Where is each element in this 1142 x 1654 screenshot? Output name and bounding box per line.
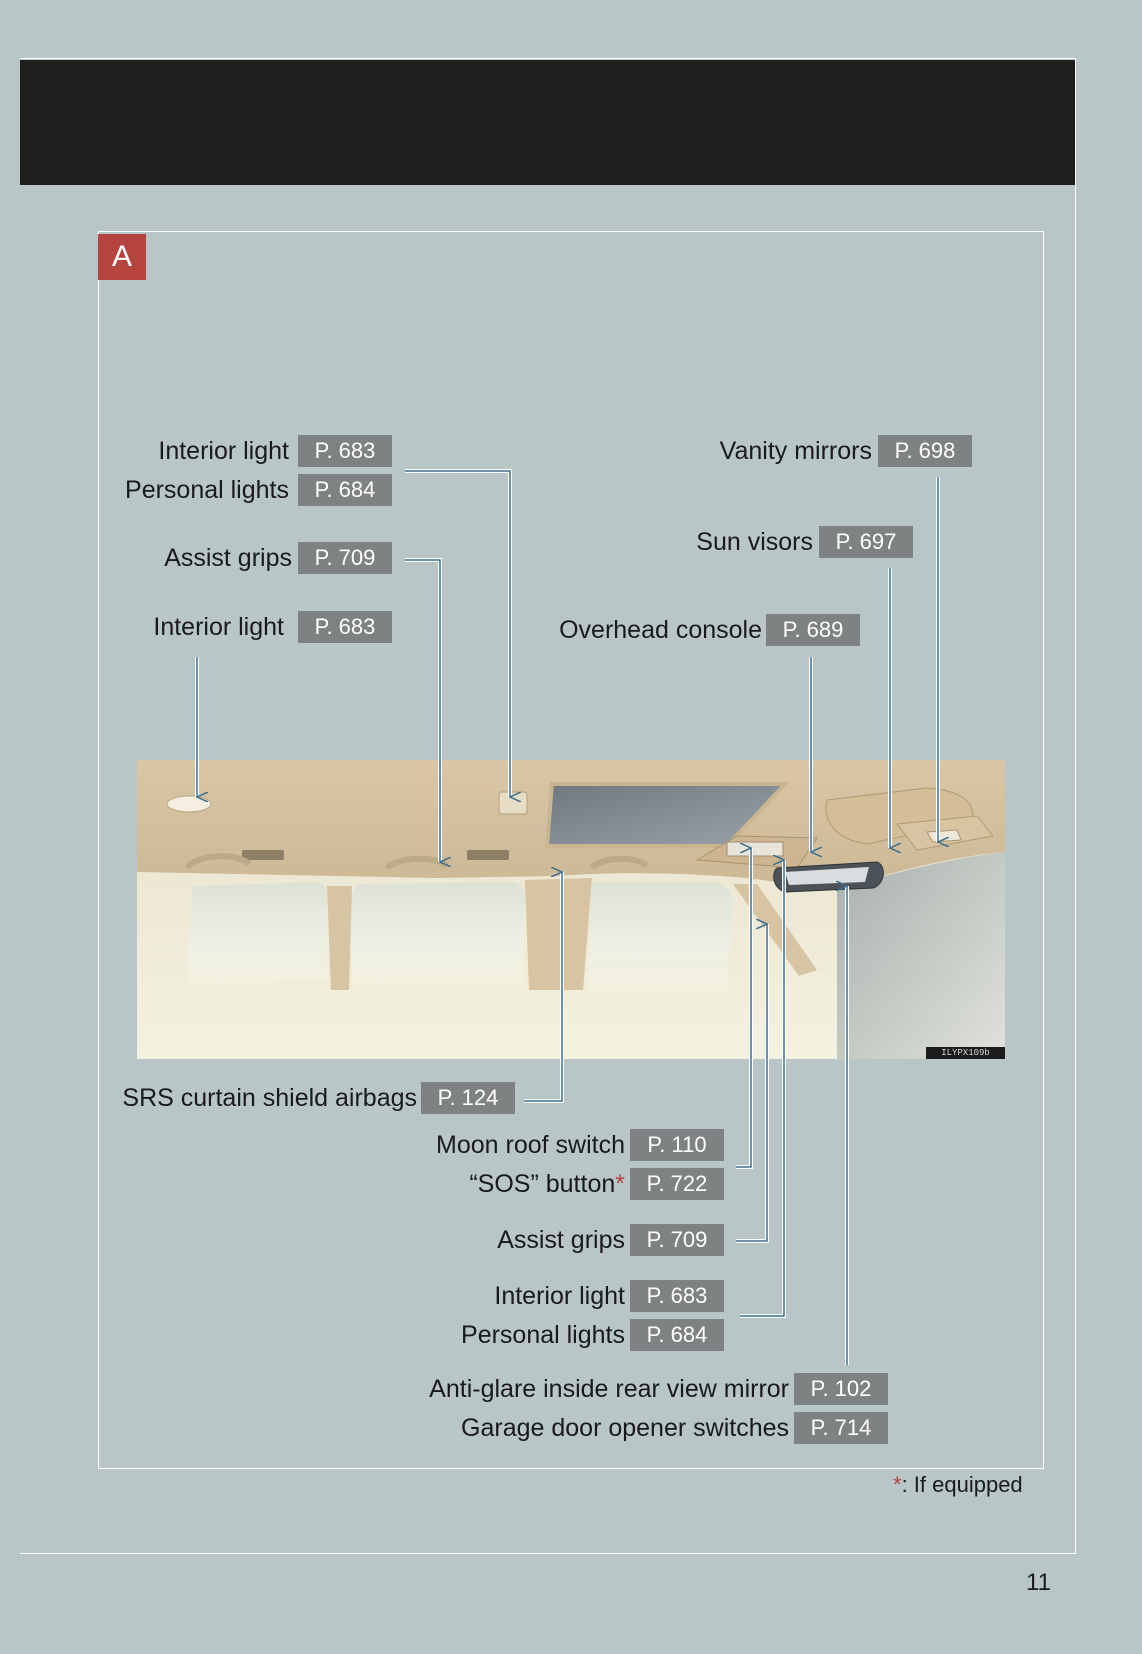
header-bar xyxy=(20,60,1075,185)
callout-label-garage-door-opener: Garage door opener switches xyxy=(461,1414,789,1442)
page-ref-assist-grips-rear[interactable]: P. 709 xyxy=(298,542,392,574)
footnote xyxy=(893,1469,1023,1501)
callout-label-overhead-console: Overhead console xyxy=(559,616,762,644)
page-ref-rear-view-mirror[interactable]: P. 102 xyxy=(794,1373,888,1405)
callout-label-assist-grips-front: Assist grips xyxy=(497,1226,625,1254)
callout-label-sun-visors: Sun visors xyxy=(696,528,813,556)
callout-label-rear-view-mirror: Anti-glare inside rear view mirror xyxy=(429,1375,789,1403)
page-ref-vanity-mirrors[interactable]: P. 698 xyxy=(878,435,972,467)
callout-label-srs-airbags: SRS curtain shield airbags xyxy=(122,1084,417,1112)
equipped-asterisk: * xyxy=(615,1170,625,1198)
page-ref-interior-light-front[interactable]: P. 683 xyxy=(630,1280,724,1312)
image-code: ILYPX109b xyxy=(926,1047,1005,1059)
callout-label-personal-lights-rear: Personal lights xyxy=(125,476,289,504)
callout-label-moon-roof-switch: Moon roof switch xyxy=(436,1131,625,1159)
callout-label-assist-grips-rear: Assist grips xyxy=(164,544,292,572)
page-ref-personal-lights-rear[interactable]: P. 684 xyxy=(298,474,392,506)
callout-label-interior-light-front: Interior light xyxy=(494,1282,625,1310)
page-ref-personal-lights-front[interactable]: P. 684 xyxy=(630,1319,724,1351)
callout-label-interior-light-left: Interior light xyxy=(153,613,284,641)
page-ref-moon-roof-switch[interactable]: P. 110 xyxy=(630,1129,724,1161)
page-ref-interior-light-left[interactable]: P. 683 xyxy=(298,611,392,643)
page-number: 11 xyxy=(1026,1569,1051,1596)
top-rule xyxy=(20,58,1076,59)
callout-label-personal-lights-front: Personal lights xyxy=(461,1321,625,1349)
footnote-asterisk: * xyxy=(893,1472,902,1497)
callout-label-interior-light-rear: Interior light xyxy=(158,437,289,465)
page-ref-sun-visors[interactable]: P. 697 xyxy=(819,526,913,558)
page-ref-srs-airbags[interactable]: P. 124 xyxy=(421,1082,515,1114)
page-ref-overhead-console[interactable]: P. 689 xyxy=(766,614,860,646)
page-ref-interior-light-rear[interactable]: P. 683 xyxy=(298,435,392,467)
headliner-illustration xyxy=(137,760,1005,1059)
callout-label-vanity-mirrors: Vanity mirrors xyxy=(719,437,872,465)
page-ref-assist-grips-front[interactable]: P. 709 xyxy=(630,1224,724,1256)
page-ref-sos-button[interactable]: P. 722 xyxy=(630,1168,724,1200)
footnote-text: : If equipped xyxy=(901,1472,1023,1497)
callout-label-sos-button: “SOS” button* xyxy=(469,1170,625,1198)
section-letter-badge: A xyxy=(98,234,146,280)
page-ref-garage-door-opener[interactable]: P. 714 xyxy=(794,1412,888,1444)
